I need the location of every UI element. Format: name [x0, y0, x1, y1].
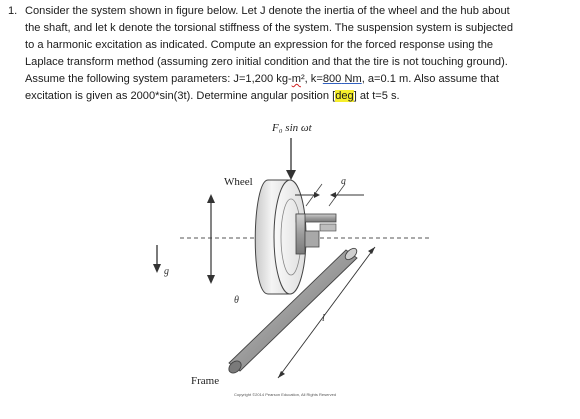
force-arrow: [286, 138, 296, 180]
a-label: a: [341, 176, 346, 187]
line6-part-b: ] at t=5 s.: [353, 90, 400, 102]
line5-part-a: Assume the following system parameters: J=1,200 kg-: [25, 73, 292, 85]
l-label: l: [322, 313, 325, 324]
line5-part-b: ², k=: [300, 73, 323, 85]
copyright-text: Copyright ©2014 Pearson Education, All Rights Reserved: [234, 392, 337, 397]
problem-line-1: Consider the system shown in figure below. Let J denote the inertia of the wheel and the hub about: [25, 5, 510, 17]
line6-part-a: excitation is given as 2000*sin(3t). Determine angular position [: [25, 90, 336, 102]
wheel-label: Wheel: [224, 176, 253, 188]
vertical-displacement-arrow: [207, 194, 215, 284]
problem-line-4: Laplace transform method (assuming zero initial condition and that the tire is not touching ground).: [25, 56, 508, 68]
line5-part-f: , a=0.1 m. Also assume that: [361, 73, 499, 85]
gravity-label: g: [164, 266, 169, 277]
hub-bracket: [296, 214, 336, 254]
frame-label: Frame: [191, 375, 220, 387]
theta-label: θ: [234, 295, 239, 306]
force-label: F₀ sin ωt: [272, 122, 312, 134]
line5-unit-nm: Nm: [344, 73, 362, 85]
line5-stiffness-value: 800: [322, 73, 342, 85]
problem-number: 1.: [8, 5, 18, 17]
highlight-deg: deg: [335, 90, 354, 102]
gravity-arrow: [153, 245, 161, 273]
problem-line-2: the shaft, and let k denote the torsional stiffness of the system. The suspension system is subjected: [25, 22, 513, 34]
problem-line-3: to a harmonic excitation as indicated. Compute an expression for the forced response using the: [25, 39, 494, 51]
dimension-a: [295, 184, 364, 206]
line5-unit-m: m: [291, 73, 301, 85]
